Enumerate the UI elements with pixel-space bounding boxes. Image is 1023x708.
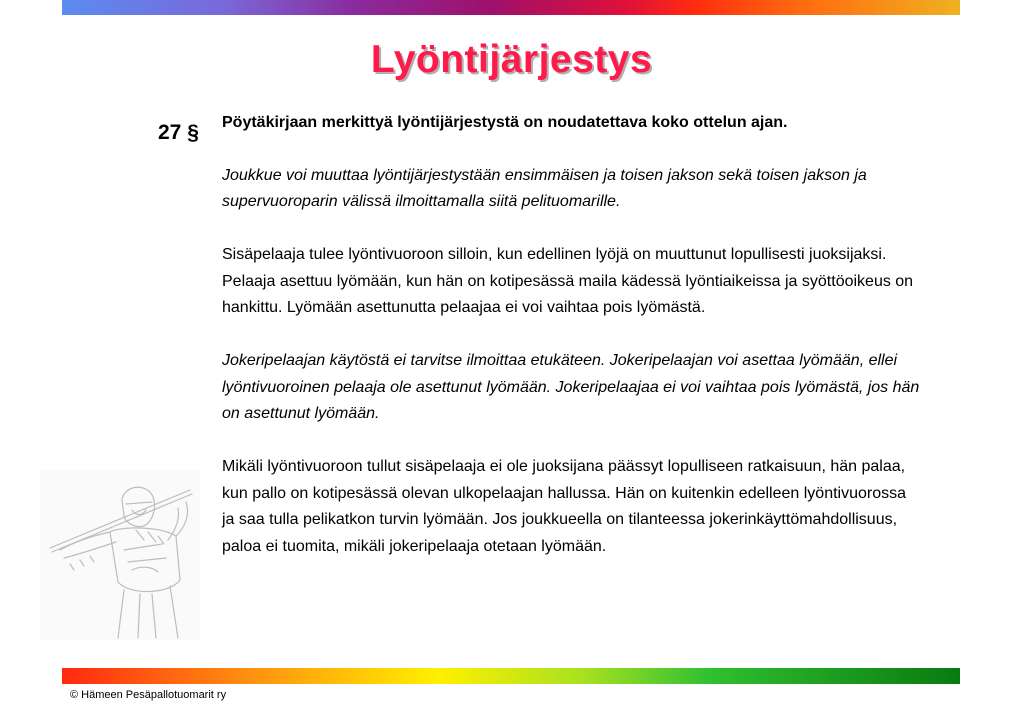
batter-illustration [40, 470, 200, 640]
page-title: Lyöntijärjestys [370, 38, 653, 81]
rule-text [222, 110, 922, 587]
section-number: 27 § [158, 121, 199, 144]
top-gradient-bar [62, 0, 960, 15]
paragraph-3: Sisäpelaaja tulee lyöntivuoroon silloin, kun edellinen lyöjä on muuttunut lopullisesti juoksijaksi. Pelaaja asettuu lyömään, kun hän on kotipesässä maila kädessä lyöntiaikeissa ja syöttöoikeus on hankittu. Lyömään asettunutta pelaajaa ei voi vaihtaa pois lyömästä. [222, 246, 914, 316]
copyright-footer: © Hämeen Pesäpallotuomarit ry [70, 689, 227, 701]
paragraph-1: Pöytäkirjaan merkittyä lyöntijärjestystä on noudatettava koko ottelun ajan. [222, 114, 788, 131]
paragraph-5: Mikäli lyöntivuoroon tullut sisäpelaaja ei ole juoksijana päässyt lopulliseen ratkaisuun, hän palaa, kun pallo on kotipesässä olevan ulkopelaajan hallussa. Hän on kuitenkin edelleen lyöntivuorossa ja saa tulla pelikatkon turvin lyömään. Jos joukkueella on tilanteessa jokerinkäyttömahdollisuus, paloa ei tuomita, mikäli jokeripelaaja otetaan lyömään. [222, 458, 907, 555]
paragraph-2: Joukkue voi muuttaa lyöntijärjestystään ensimmäisen ja toisen jakson sekä toisen jakson ja supervuoroparin välissä ilmoittamalla siitä pelituomarille. [222, 166, 867, 210]
paragraph-4: Jokeripelaajan käytöstä ei tarvitse ilmoittaa etukäteen. Jokeripelaajan voi asettaa lyömään, ellei lyöntivuoroinen pelaaja ole asettunut lyömään. Jokeripelaajaa ei voi vaihtaa pois lyömästä, jos hän on asettunut lyömään. [222, 352, 920, 422]
bottom-gradient-bar [62, 668, 960, 684]
